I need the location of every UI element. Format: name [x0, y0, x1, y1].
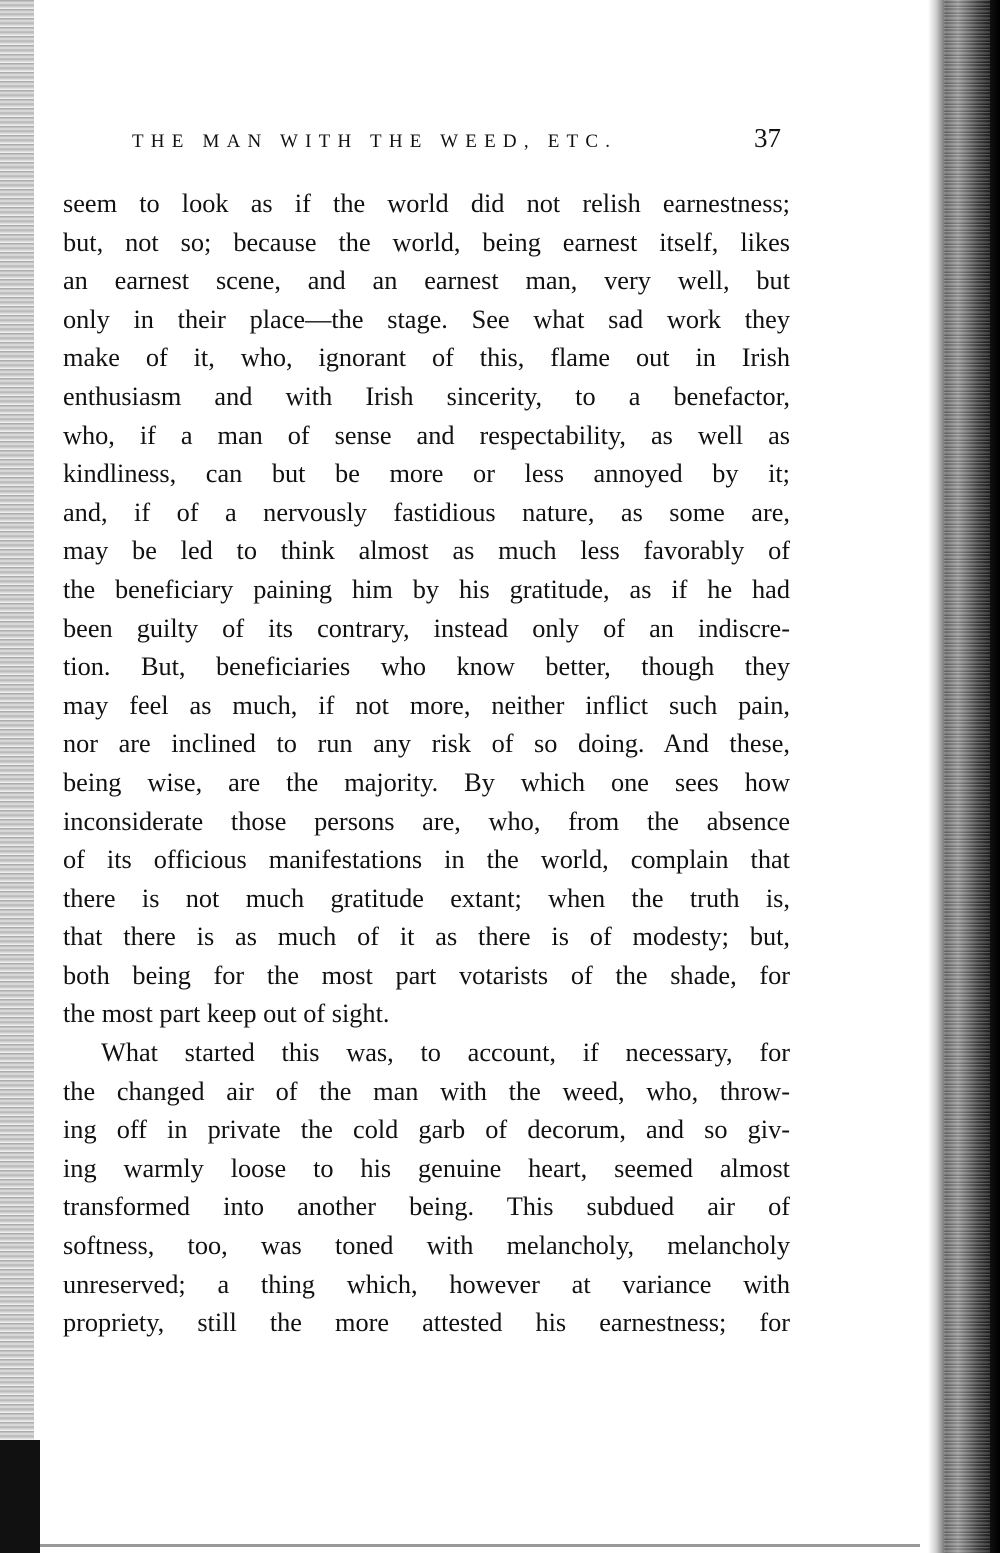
text-line: propriety, still the more attested his earnestness; for: [63, 1308, 790, 1338]
text-line: kindliness, can but be more or less annoyed by it;: [63, 459, 790, 489]
text-line: ing warmly loose to his genuine heart, seemed almost: [63, 1153, 790, 1183]
paragraph-2: [63, 1034, 790, 1343]
text-line: softness, too, was toned with melancholy, melancholy: [63, 1231, 790, 1261]
left-binding-dark-corner: [0, 1440, 40, 1553]
text-line: may feel as much, if not more, neither inflict such pain,: [63, 690, 790, 720]
right-page-edge-texture: [944, 0, 990, 1553]
text-line: and, if of a nervously fastidious nature, as some are,: [63, 497, 790, 527]
text-line: that there is as much of it as there is of modesty; but,: [63, 922, 790, 952]
text-line: an earnest scene, and an earnest man, very well, but: [63, 266, 790, 296]
running-header: [132, 122, 792, 162]
page-number: 37: [754, 123, 781, 153]
text-line: both being for the most part votarists of the shade, for: [63, 960, 790, 990]
bottom-page-edge: [40, 1544, 920, 1547]
paragraph-1: [63, 185, 790, 1034]
text-line: who, if a man of sense and respectability, as well as: [63, 420, 790, 450]
text-line: there is not much gratitude extant; when the truth is,: [63, 883, 790, 913]
running-title: THE MAN WITH THE WEED, ETC.: [132, 131, 618, 152]
text-line: seem to look as if the world did not relish earnestness;: [63, 189, 790, 218]
text-line: the changed air of the man with the weed, who, throw-: [63, 1076, 790, 1106]
text-line: been guilty of its contrary, instead only of an indiscre-: [63, 613, 790, 643]
text-line: the beneficiary paining him by his gratitude, as if he had: [63, 574, 790, 604]
text-line: only in their place—the stage. See what sad work they: [63, 304, 790, 334]
text-line: transformed into another being. This subdued air of: [63, 1192, 790, 1222]
text-line: tion. But, beneficiaries who know better, though they: [63, 652, 790, 682]
left-binding-shadow: [0, 0, 34, 1553]
text-line: inconsiderate those persons are, who, from the absence: [63, 806, 790, 836]
text-line: may be led to think almost as much less favorably of: [63, 536, 790, 566]
body-text: [63, 185, 790, 1343]
text-line: the most part keep out of sight.: [63, 999, 390, 1029]
text-line: What started this was, to account, if necessary, for: [101, 1038, 790, 1068]
text-line: being wise, are the majority. By which one sees how: [63, 767, 790, 797]
text-line: make of it, who, ignorant of this, flame out in Irish: [63, 343, 790, 373]
text-line: but, not so; because the world, being earnest itself, likes: [63, 227, 790, 257]
text-line: unreserved; a thing which, however at variance with: [63, 1269, 790, 1299]
text-line: of its officious manifestations in the world, complain that: [63, 845, 790, 875]
text-line: nor are inclined to run any risk of so doing. And these,: [63, 729, 790, 759]
text-line: enthusiasm and with Irish sincerity, to a benefactor,: [63, 381, 790, 411]
text-line: ing off in private the cold garb of decorum, and so giv-: [63, 1115, 790, 1145]
